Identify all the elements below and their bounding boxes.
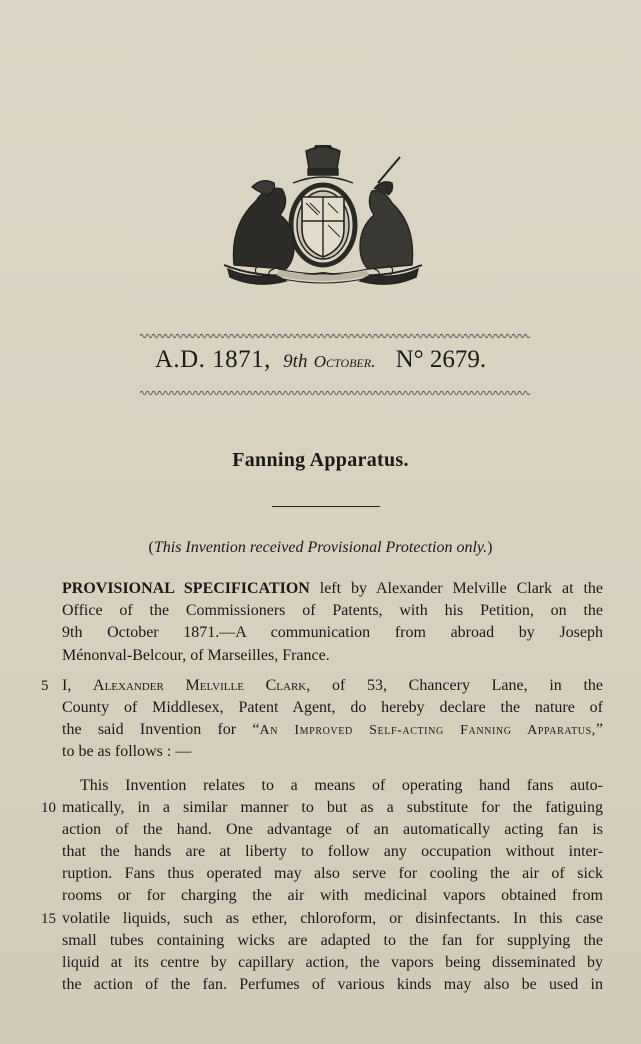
wavy-rule-ornament [140, 389, 530, 397]
line-number: 10 [41, 799, 56, 816]
description-line-9: liquid at its centre by capillary action, the vapors being disseminated by [62, 954, 603, 971]
invention-title: An Improved Self-acting Fanning Apparatus, [259, 723, 596, 739]
wavy-rule-ornament [140, 332, 530, 340]
date-day: 9th [283, 351, 308, 372]
declarant-name: Alexander Melville Clark, [93, 676, 311, 694]
spec-line-2: Office of the Commissioners of Patents, with his Petition, on the [62, 602, 603, 620]
description-line-7 [41, 908, 603, 930]
description-line-10: the action of the fan. Perfumes of various kinds may also be used in [62, 976, 603, 994]
document-title: Fanning Apparatus. [232, 449, 409, 471]
declaration-line-3 [62, 719, 603, 741]
dateline [0, 346, 641, 374]
declaration-line-1 [41, 675, 603, 697]
declaration-line-1-rest: of 53, Chancery Lane, in the [310, 676, 603, 694]
patent-number: N° 2679. [395, 346, 487, 373]
line-number: 15 [41, 910, 56, 927]
note-text: This Invention received Provisional Protection only. [153, 539, 488, 556]
date-month: October. [313, 352, 376, 371]
note-open-paren: ( [148, 539, 154, 556]
spec-line-4: Ménonval-Belcour, of Marseilles, France. [62, 646, 330, 664]
spec-line-1 [62, 578, 603, 600]
declaration-line-3-a: the said Invention for “ [62, 721, 260, 739]
declaration-pronoun: I, [62, 676, 94, 694]
description-line-3: action of the hand. One advantage of an automatically acting fan is [62, 820, 603, 838]
description-line-2-text: matically, in a similar manner to but as a substitute for the fatiguing [62, 798, 603, 816]
spec-line-1-rest: left by Alexander Melville Clark at the [309, 580, 604, 597]
description-line-6: rooms or for charging the air with medicinal vapors obtained from [62, 887, 603, 905]
description-line-1: This Invention relates to a means of operating hand fans auto- [80, 776, 603, 794]
spec-line-3: 9th October 1871.—A communication from abroad by Joseph [62, 624, 603, 642]
description-line-5: ruption. Fans thus operated may also serve for cooling the air of sick [62, 865, 603, 883]
description-line-2 [41, 797, 603, 819]
line-number: 5 [41, 677, 49, 694]
protection-note [0, 539, 641, 557]
spec-heading: PROVISIONAL SPECIFICATION [62, 580, 310, 597]
document-body [41, 578, 604, 996]
declaration-line-3-b: ” [595, 721, 603, 739]
royal-coat-of-arms-icon [218, 145, 428, 285]
description-line-4: that the hands are at liberty to follow any occupation without inter- [62, 843, 603, 861]
date-year: A.D. 1871, [154, 346, 271, 373]
note-close-paren: ) [487, 539, 493, 556]
description-line-7-text: volatile liquids, such as ether, chloroform, or disinfectants. In this case [62, 909, 603, 927]
declaration-line-4: to be as follows : — [62, 743, 192, 761]
declaration-line-2: County of Middlesex, Patent Agent, do hereby declare the nature of [62, 698, 603, 716]
description-line-8: small tubes containing wicks are adapted to the fan for supplying the [62, 931, 603, 949]
title-divider [272, 506, 380, 507]
